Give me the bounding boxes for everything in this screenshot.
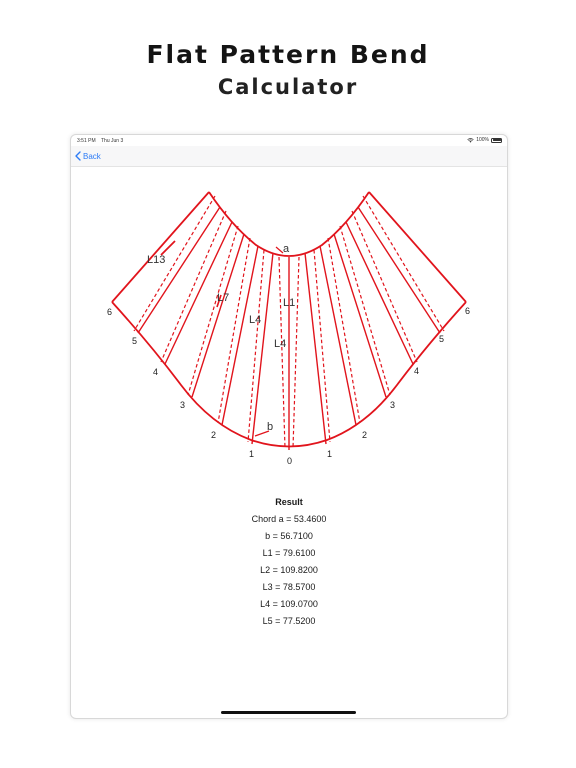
right-solid-line-4 bbox=[320, 246, 356, 425]
promo-title bbox=[0, 40, 576, 99]
device-screen bbox=[70, 134, 508, 719]
label-l7: L7 bbox=[217, 292, 230, 304]
left-number-1: 1 bbox=[249, 449, 255, 459]
back-label: Back bbox=[83, 151, 101, 161]
left-number-3: 3 bbox=[180, 400, 186, 410]
result-l5: L5 = 77.5200 bbox=[262, 616, 316, 626]
left-solid-line-4 bbox=[222, 246, 258, 425]
result-l3: L3 = 78.5700 bbox=[262, 582, 316, 592]
label-l4-outer: L4 bbox=[274, 338, 287, 350]
result-l1: L1 = 79.6100 bbox=[262, 548, 316, 558]
status-time: 3:51 PM bbox=[77, 138, 96, 144]
result-chord-a: Chord a = 53.4600 bbox=[251, 514, 327, 524]
left-number-5: 5 bbox=[132, 336, 138, 346]
result-l4: L4 = 109.0700 bbox=[260, 599, 318, 609]
label-a: a bbox=[283, 243, 290, 255]
right-number-4: 4 bbox=[414, 366, 420, 376]
battery-percent: 100% bbox=[476, 137, 489, 143]
label-b: b bbox=[267, 421, 274, 433]
arrow-a bbox=[276, 247, 283, 253]
right-dashed-line-2 bbox=[352, 211, 417, 362]
left-dashed-line-3 bbox=[188, 226, 238, 395]
promo-title-line1: Flat Pattern Bend bbox=[146, 40, 430, 69]
right-number-3: 3 bbox=[390, 400, 396, 410]
label-l1: L1 bbox=[283, 297, 296, 309]
right-solid-line-5 bbox=[305, 253, 326, 444]
pattern-lines bbox=[112, 192, 466, 450]
right-dashed-line-3 bbox=[340, 226, 390, 395]
left-dashed-line-6 bbox=[279, 257, 285, 448]
label-l13: L13 bbox=[147, 254, 166, 266]
status-date: Thu Jun 3 bbox=[101, 138, 124, 144]
result-l2: L2 = 109.8200 bbox=[260, 565, 318, 575]
left-number-4: 4 bbox=[153, 367, 159, 377]
result-panel bbox=[71, 497, 507, 633]
home-indicator bbox=[221, 711, 356, 714]
left-solid-line-5 bbox=[252, 253, 273, 444]
flat-pattern-diagram bbox=[71, 135, 507, 475]
right-number-6: 6 bbox=[465, 306, 471, 316]
left-number-2: 2 bbox=[211, 430, 217, 440]
result-title: Result bbox=[275, 497, 303, 507]
label-l4-inner: L4 bbox=[249, 314, 262, 326]
right-dashed-line-6 bbox=[293, 257, 299, 448]
result-b: b = 56.7100 bbox=[265, 531, 313, 541]
right-number-1: 1 bbox=[327, 449, 333, 459]
left-number-6: 6 bbox=[107, 307, 113, 317]
right-number-5: 5 bbox=[439, 334, 445, 344]
left-dashed-line-2 bbox=[161, 211, 226, 362]
promo-title-line2: Calculator bbox=[217, 75, 359, 99]
right-solid-line-2 bbox=[346, 222, 413, 364]
center-number-0: 0 bbox=[287, 456, 293, 466]
right-number-2: 2 bbox=[362, 430, 368, 440]
